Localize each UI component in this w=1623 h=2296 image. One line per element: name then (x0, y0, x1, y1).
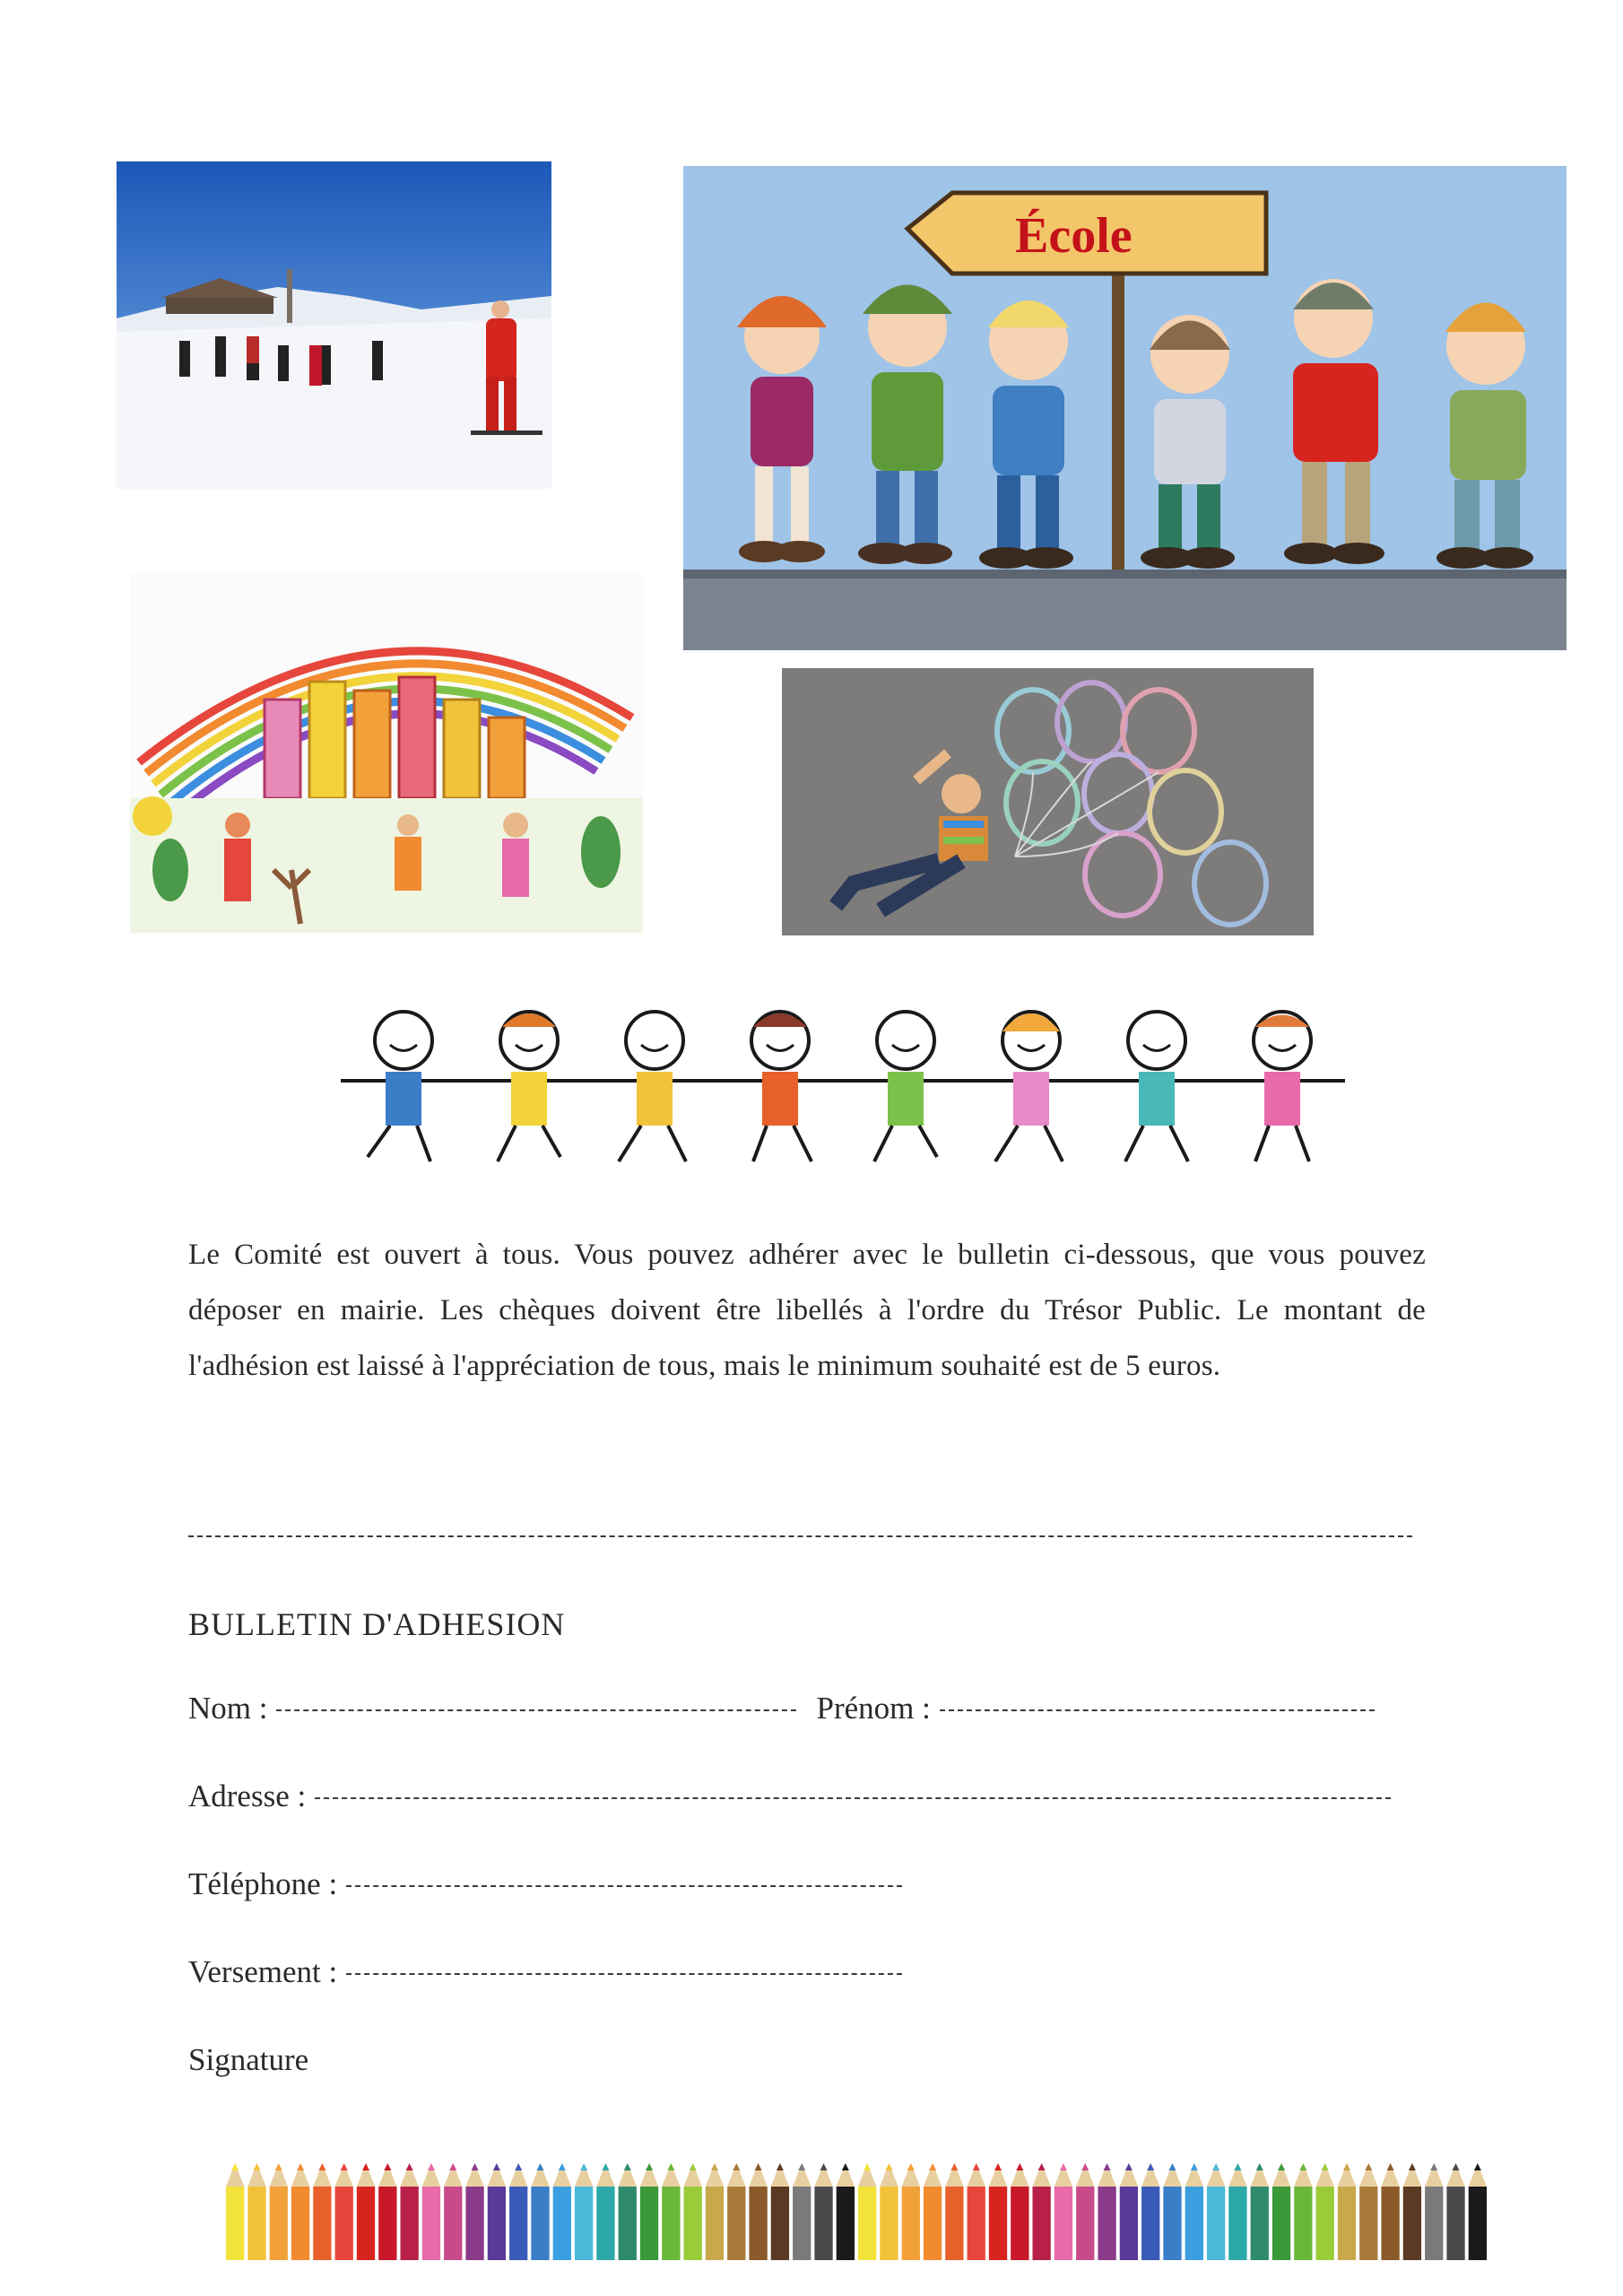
versement-row (188, 1954, 902, 1990)
telephone-field-line[interactable] (346, 1885, 902, 1887)
chalk-balloons-photo (782, 668, 1314, 935)
signature-row (188, 2042, 308, 2078)
signature-label: Signature (188, 2042, 309, 2077)
colored-pencils-strip (224, 2161, 1488, 2260)
versement-label: Versement : (188, 1954, 338, 1989)
cut-line-separator (188, 1535, 1412, 1537)
ski-slope-photo (117, 161, 551, 489)
school-sign-text: École (1015, 208, 1133, 264)
prenom-label: Prénom : (816, 1691, 931, 1726)
telephone-label: Téléphone : (188, 1866, 338, 1901)
kids-walking-to-school-cartoon (683, 166, 1567, 650)
nom-field-line[interactable] (276, 1709, 796, 1711)
adresse-row (188, 1779, 1391, 1814)
nom-label: Nom : (188, 1691, 268, 1726)
rainbow-village-child-drawing (130, 574, 643, 933)
telephone-row (188, 1866, 902, 1902)
versement-field-line[interactable] (346, 1973, 902, 1975)
form-title: BULLETIN D'ADHESION (188, 1606, 566, 1642)
adresse-label: Adresse : (188, 1779, 307, 1813)
adresse-field-line[interactable] (315, 1797, 1391, 1799)
nom-prenom-row (188, 1691, 1375, 1726)
prenom-field-line[interactable] (940, 1709, 1375, 1711)
intro-paragraph: Le Comité est ouvert à tous. Vous pouvez adhérer avec le bulletin ci-dessous, que vous pouvez déposer en mairie. Les chèques doivent être libellés à l'ordre du Trésor Public. Le montant de l'adhésion est laissé à l'appréciation de tous, mais le minimum souhaité est de 5 euros. (188, 1239, 1426, 1382)
dancing-kids-banner (323, 996, 1363, 1175)
